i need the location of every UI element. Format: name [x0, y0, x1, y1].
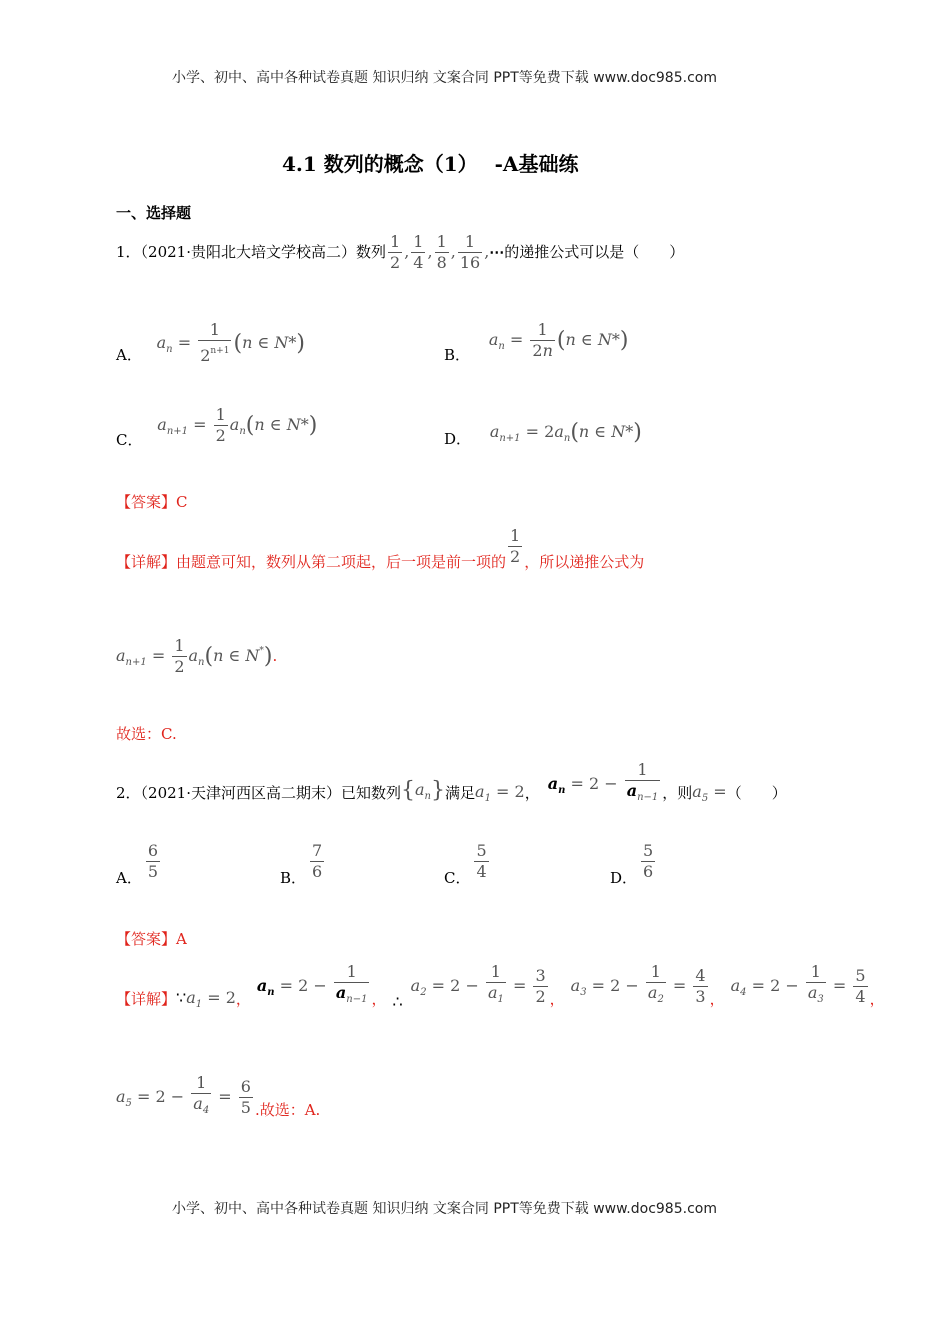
option-2d: D． $\frac{5}{6}$	[610, 841, 654, 887]
question-1: 1．（2021·贵阳北大培文学校高二）数列 $\frac{1}{2}$ , $\frac{1}{4}$ , $\frac{1}{8}$ , $\frac{1}{16}$ ,⋯的递推公式可以是（ ）	[116, 232, 685, 272]
option-2b: B． $\frac{7}{6}$	[280, 841, 323, 887]
detail-2: 【详解】$\because a_1 = 2$，$a_n = 2$ − $\frac{1}{a_{n-1}}$ ， $\therefore a_2 = 2$ − $\frac{1}{a_1}$ = $\frac{3}{2}$ ，$a_3 = 2$ − $\frac{1}{a_2}$ = $\frac{4}{3}$ ，$a_4 = 2$ − $\frac{1}{a_3}$ = $\frac{5}{4}$ ，	[116, 962, 885, 1011]
option-c: C． $a_{n+1}$ = $\frac{1}{2}$ $a_n(n$ ∈ N*)	[116, 405, 318, 449]
option-2a: A． $\frac{6}{5}$	[116, 841, 159, 887]
answer-1: 【答案】C	[116, 493, 188, 511]
section-heading: 一、选择题	[116, 204, 192, 222]
sequence-set: $\{a_n\}$	[401, 778, 445, 803]
page-header: 小学、初中、高中各种试卷真题 知识归纳 文案合同 PPT等免费下载 www.doc985.com	[172, 70, 717, 86]
option-c-formula: $a_{n+1}$ = $\frac{1}{2}$ $a_n(n$ ∈ N*)	[157, 405, 318, 445]
detail-1-formula: $a_{n+1}$ = $\frac{1}{2}$ $a_n(n$ ∈ N*).	[116, 636, 278, 676]
recurrence-formula: $a_n = 2$ − $\frac{1}{a_{n-1}}$	[548, 774, 663, 793]
detail-1: 【详解】由题意可知，数列从第二项起，后一项是前一项的 $\frac{1}{2}$ ，所以递推公式为	[116, 526, 645, 571]
page-title: 4.1 数列的概念（1） -A基础练	[282, 152, 579, 176]
question-2-stem: 2．（2021·天津河西区高二期末）已知数列	[116, 784, 401, 802]
option-d: D． $a_{n+1} = 2a_n(n$ ∈ N*)	[444, 420, 642, 448]
question-2: 2．（2021·天津河西区高二期末）已知数列$\{a_n\}$满足$a_1 = 2$，$a_n = 2$ − $\frac{1}{a_{n-1}}$ ，则$a_5$ =（ ）	[116, 760, 787, 808]
option-2c: C． $\frac{5}{4}$	[444, 841, 487, 887]
option-d-formula: $a_{n+1} = 2a_n(n$ ∈ N*)	[489, 420, 642, 445]
half-fraction: $\frac{1}{2}$	[510, 526, 521, 566]
option-a: A． $a_n$ = $\frac{1}{2^{n+1}}$ (n ∈ N*)	[116, 320, 305, 365]
choice-1: 故选：C.	[116, 725, 177, 743]
option-b: B． $a_n$ = $\frac{1}{2n}$ (n ∈ N*)	[444, 320, 629, 364]
page-footer: 小学、初中、高中各种试卷真题 知识归纳 文案合同 PPT等免费下载 www.doc985.com	[172, 1201, 717, 1217]
question-1-tail: 的递推公式可以是（ ）	[504, 243, 685, 261]
option-b-formula: $a_n$ = $\frac{1}{2n}$ (n ∈ N*)	[488, 320, 629, 360]
question-1-stem: 1．（2021·贵阳北大培文学校高二）数列	[116, 243, 386, 261]
answer-2: 【答案】A	[116, 930, 187, 948]
detail-2-final: $a_5 = 2$ − $\frac{1}{a_4}$ = $\frac{6}{5}$ .故选：A.	[116, 1073, 321, 1119]
option-a-formula: $a_n$ = $\frac{1}{2^{n+1}}$ (n ∈ N*)	[156, 320, 305, 365]
sequence-formula: $\frac{1}{2}$ , $\frac{1}{4}$ , $\frac{1}{8}$ , $\frac{1}{16}$ ,	[390, 232, 490, 272]
